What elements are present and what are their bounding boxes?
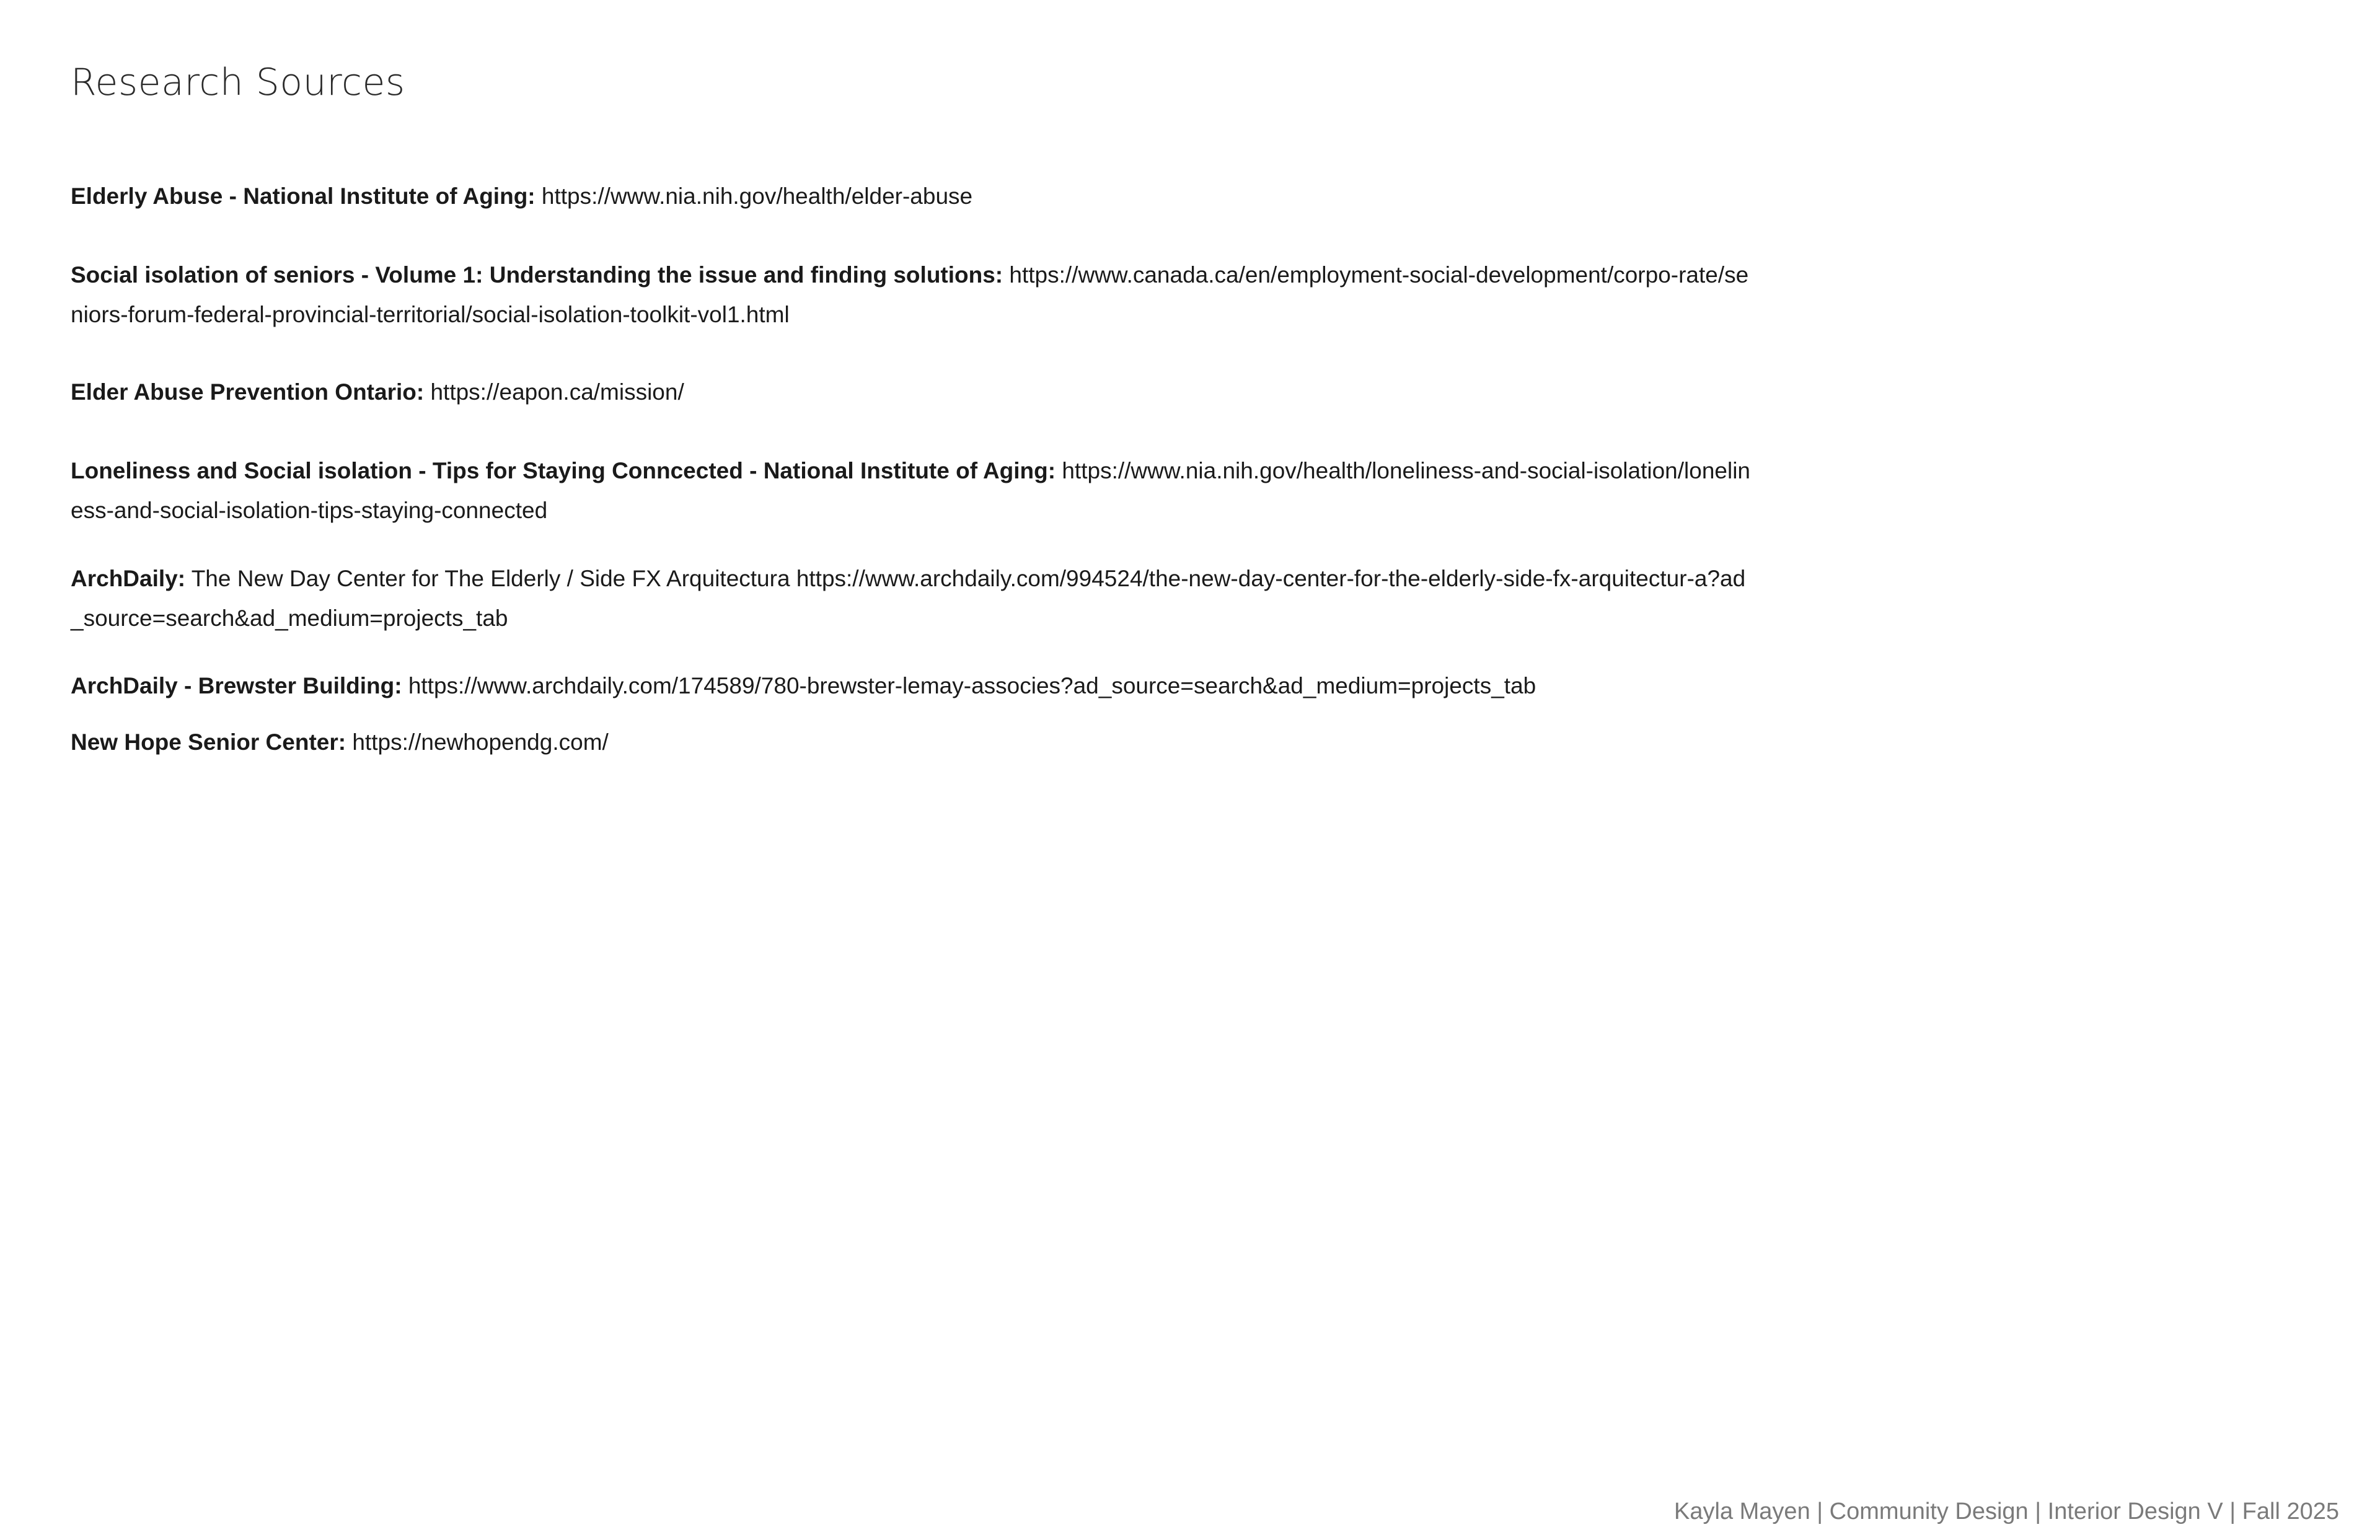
source-label: Loneliness and Social isolation - Tips for Staying Conncected - National Institute of Aging: [71, 458, 1056, 483]
source-entry-nia-elder-abuse [71, 177, 1756, 216]
source-label: ArchDaily - Brewster Building: [71, 673, 402, 698]
source-link[interactable]: https://www.nia.nih.gov/health/loneliness-and-social-isolation/loneliness-and-social-isolation-tips-staying-connected [71, 458, 1750, 523]
source-link[interactable]: The New Day Center for The Elderly / Side FX Arquitectura https://www.archdaily.com/994524/the-new-day-center-for-the-elderly-side-fx-arquitectur-a?ad_source=search&ad_medium=projects_tab [71, 566, 1746, 631]
source-entry-social-isolation-seniors [71, 255, 1756, 335]
source-label: Elder Abuse Prevention Ontario: [71, 379, 425, 405]
source-link[interactable]: https://www.canada.ca/en/employment-social-development/corpo-rate/seniors-forum-federal-provincial-territorial/social-isolation-toolkit-vol1.html [71, 262, 1749, 327]
source-label: ArchDaily: [71, 566, 186, 591]
source-entry-new-hope [71, 723, 1756, 762]
source-entry-nia-loneliness [71, 451, 1756, 530]
page-footer: Kayla Mayen | Community Design | Interior Design V | Fall 2025 [1674, 1498, 2339, 1525]
source-label: Social isolation of seniors - Volume 1: Understanding the issue and finding solutions: [71, 262, 1003, 288]
source-entry-archdaily-new-day-center [71, 559, 1756, 638]
source-link[interactable]: https://eapon.ca/mission/ [430, 379, 684, 405]
source-link[interactable]: https://www.nia.nih.gov/health/elder-abuse [541, 183, 973, 209]
source-label: Elderly Abuse - National Institute of Aging: [71, 183, 536, 209]
source-link[interactable]: https://www.archdaily.com/174589/780-brewster-lemay-associes?ad_source=search&ad_medium=projects_tab [408, 673, 1536, 698]
source-entry-archdaily-brewster [71, 666, 1756, 706]
source-entry-eapon [71, 372, 1756, 412]
page-title: Research Sources [71, 61, 405, 104]
source-link[interactable]: https://newhopendg.com/ [352, 729, 609, 755]
source-label: New Hope Senior Center: [71, 729, 346, 755]
